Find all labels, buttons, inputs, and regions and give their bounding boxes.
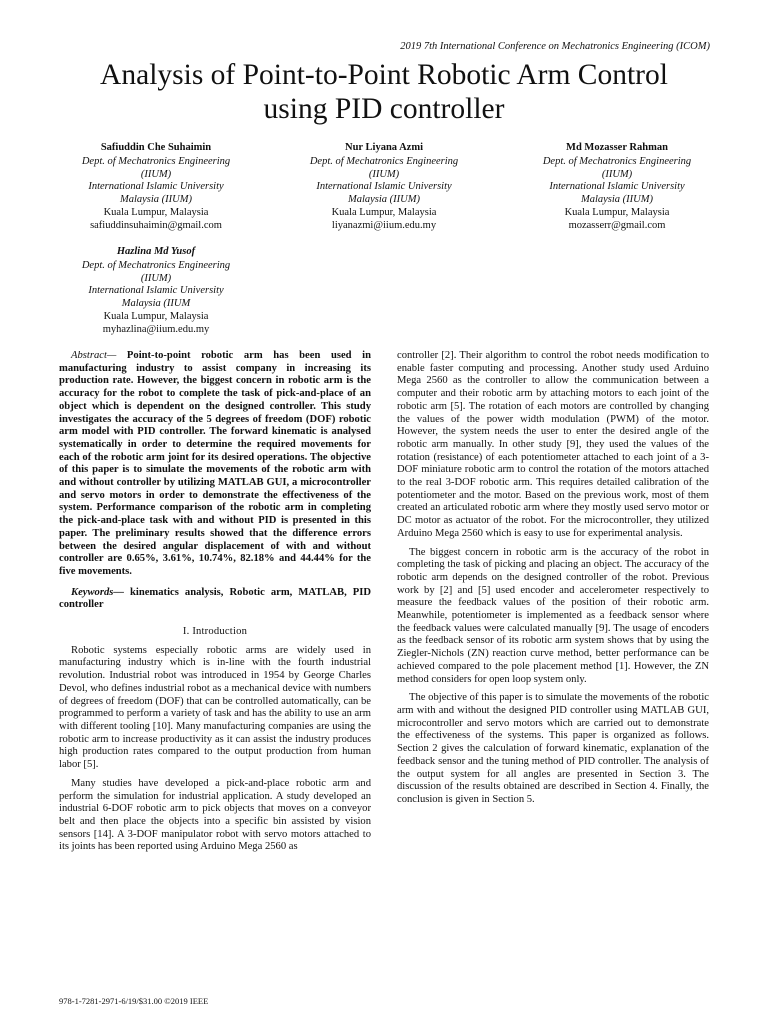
author-email: safiuddinsuhaimin@gmail.com	[90, 219, 222, 231]
title-line-2: using PID controller	[263, 93, 505, 125]
author-institution-country: Malaysia (IIUM)	[347, 194, 421, 206]
author-dept-abbr: (IIUM)	[368, 168, 400, 180]
conference-header: 2019 7th International Conference on Mechatronics Engineering (ICOM)	[400, 41, 710, 52]
author-institution-country: Malaysia (IIUM)	[580, 194, 654, 206]
title-line-1: Analysis of Point-to-Point Robotic Arm Control	[100, 59, 668, 91]
author-city: Kuala Lumpur, Malaysia	[331, 206, 437, 218]
body-paragraph: Many studies have developed a pick-and-place robotic arm and perform the simulation for industrial application. A study developed an industrial 6-DOF robotic arm to pick objects that moves on a conveyor belt and then place the objects into a specific bin assisted by vision sensors [14]. A 3-DOF manipulator robot with servo motors attached to its joints has been reported using Arduino Mega 2560 as	[59, 777, 371, 853]
author-email: myhazlina@iium.edu.my	[102, 323, 210, 335]
author-name: Safiuddin Che Suhaimin	[100, 142, 212, 153]
paper-title	[40, 58, 728, 126]
author-institution: International Islamic University	[88, 181, 224, 193]
keywords	[59, 587, 371, 612]
author-block-3	[512, 142, 722, 233]
author-city: Kuala Lumpur, Malaysia	[103, 206, 209, 218]
author-name: Hazlina Md Yusof	[116, 246, 196, 257]
abstract-text: Point-to-point robotic arm has been used in manufacturing industry to assist company in increasing its production rate. However, the biggest concern in robotic arm is the accuracy for the robot to complete the task of pick-and-place of an object which is dependent on the designed controller. This study investigates the accuracy of the 5 degrees of freedom (DOF) robotic arm model with PID controller. The forward kinematic is analysed systematically in order to determine the required movements for each of the robotic arm joint for its desired operations. The objective of this paper is to simulate the movements of the robotic arm with and without controller by utilizing MATLAB GUI, a microcontroller and servo motors in order to demonstrate the effectiveness of the system. Performance comparison of the robotic arm in completing the pick-and-place task with and without PID is presented in this paper. The preliminary results showed that the difference errors between the desired angular displacement of with and without controller are 0.65%, 3.61%, 10.74%, 82.18% and 44.44% for the five movements.	[59, 350, 371, 577]
body-paragraph: Robotic systems especially robotic arms are widely used in manufacturing industry which is in-line with the fourth industrial revolution. Industrial robot was introduced in 1954 by George Charles Devol, who defines industrial robot as a mechanical device with numbers of degrees of freedom (DOF) that can be controlled automatically, can be programmed to perform a variety of task and has the ability to use an arm with different tooling [10]. Many manufacturing companies are using the robotic arm to increase productivity as it can assist the industry produces high production rates compared to the output production from human labor [5].	[59, 644, 371, 771]
body-paragraph: The biggest concern in robotic arm is the accuracy of the robot in completing the task of picking and placing an object. The accuracy of the robotic arm depends on the designed controller of the robot. Previous work by [2] and [5] used encoder and accelerometer respectively to measure the feedback values of the position of their robotic arm. Meanwhile, potentiometer is implemented as a feedback sensor where the feedback values were calculated manually [9]. The usage of encoders as the feedback sensor of its robotic arm system shows that by using the Ziegler-Nichols (ZN) reaction curve method, better performance can be achieved compared to the pole placement method [1]. However, the ZN method considers for open loop system only.	[397, 546, 709, 685]
abstract-lead: Abstract—	[71, 350, 117, 361]
author-email: mozasserr@gmail.com	[568, 219, 666, 231]
author-institution-country: Malaysia (IIUM)	[119, 194, 193, 206]
author-block-1	[51, 142, 261, 233]
author-email: liyanazmi@iium.edu.my	[331, 219, 437, 231]
abstract	[59, 350, 371, 579]
author-dept-abbr: (IIUM)	[140, 168, 172, 180]
body-paragraph: The objective of this paper is to simulate the movements of the robotic arm with and without the designed PID controller using MATLAB GUI, microcontroller and servo motors which are carried out to demonstrate the effectiveness of the systems. This paper is organized as follows. Section 2 gives the calculation of forward kinematic, explanation of the feedback sensor and the tuning method of PID controller. The analysis of the output system for all angles are presented in Section 3. The discussion of the results obtained are described in Section 4. Finally, the conclusion is given in Section 5.	[397, 692, 709, 805]
author-name: Nur Liyana Azmi	[345, 142, 423, 153]
left-column	[59, 350, 371, 860]
author-dept-abbr: (IIUM)	[140, 272, 172, 284]
author-institution-country: Malaysia (IIUM	[121, 298, 191, 310]
author-city: Kuala Lumpur, Malaysia	[103, 310, 209, 322]
author-dept: Dept. of Mechatronics Engineering	[309, 155, 459, 167]
author-dept: Dept. of Mechatronics Engineering	[81, 259, 231, 271]
author-block-4	[51, 246, 261, 337]
keywords-text: kinematics analysis, Robotic arm, MATLAB, PID controller	[59, 586, 371, 611]
body-paragraph: controller [2]. Their algorithm to control the robot needs modification to enable faster computing and processing. Another study used Arduino Mega 2560 as the controller to allow the communication between a computer and their robotic arm by attaching motors to each joint of the robotic arm [5]. The rotation of each motors are controlled by changing the values of the power width modulation (PWM) of the motor. However, the system needs the user to enter the desired angle of the robotic arm manually. In other study [9], they used the values of the rotation (resistance) of each potentiometer attached to each joint of a 3-DOF miniature robotic arm to control the rotation of the motors attached to the real 3-DOF robotic arm. This requires detailed calibration of the potentiometer and the motor. Based on the previous work, most of them created an articulated robotic arm where they mostly used servo motor or DC motor as actuator of the robot. For the microcontroller, they utilized Arduino Mega 2560 which is easy to use for experimental analysis.	[397, 350, 709, 539]
keywords-lead: Keywords—	[71, 586, 124, 598]
copyright-footer: 978-1-7281-2971-6/19/$31.00 ©2019 IEEE	[59, 996, 209, 1006]
author-city: Kuala Lumpur, Malaysia	[564, 206, 670, 218]
author-dept: Dept. of Mechatronics Engineering	[542, 155, 692, 167]
right-column	[397, 350, 709, 813]
author-dept-abbr: (IIUM)	[601, 168, 633, 180]
author-institution: International Islamic University	[316, 181, 452, 193]
author-institution: International Islamic University	[549, 181, 685, 193]
section-heading-introduction: I. Introduction	[182, 626, 248, 638]
author-block-2	[279, 142, 489, 233]
author-institution: International Islamic University	[88, 285, 224, 297]
author-dept: Dept. of Mechatronics Engineering	[81, 155, 231, 167]
author-name: Md Mozasser Rahman	[566, 142, 668, 153]
